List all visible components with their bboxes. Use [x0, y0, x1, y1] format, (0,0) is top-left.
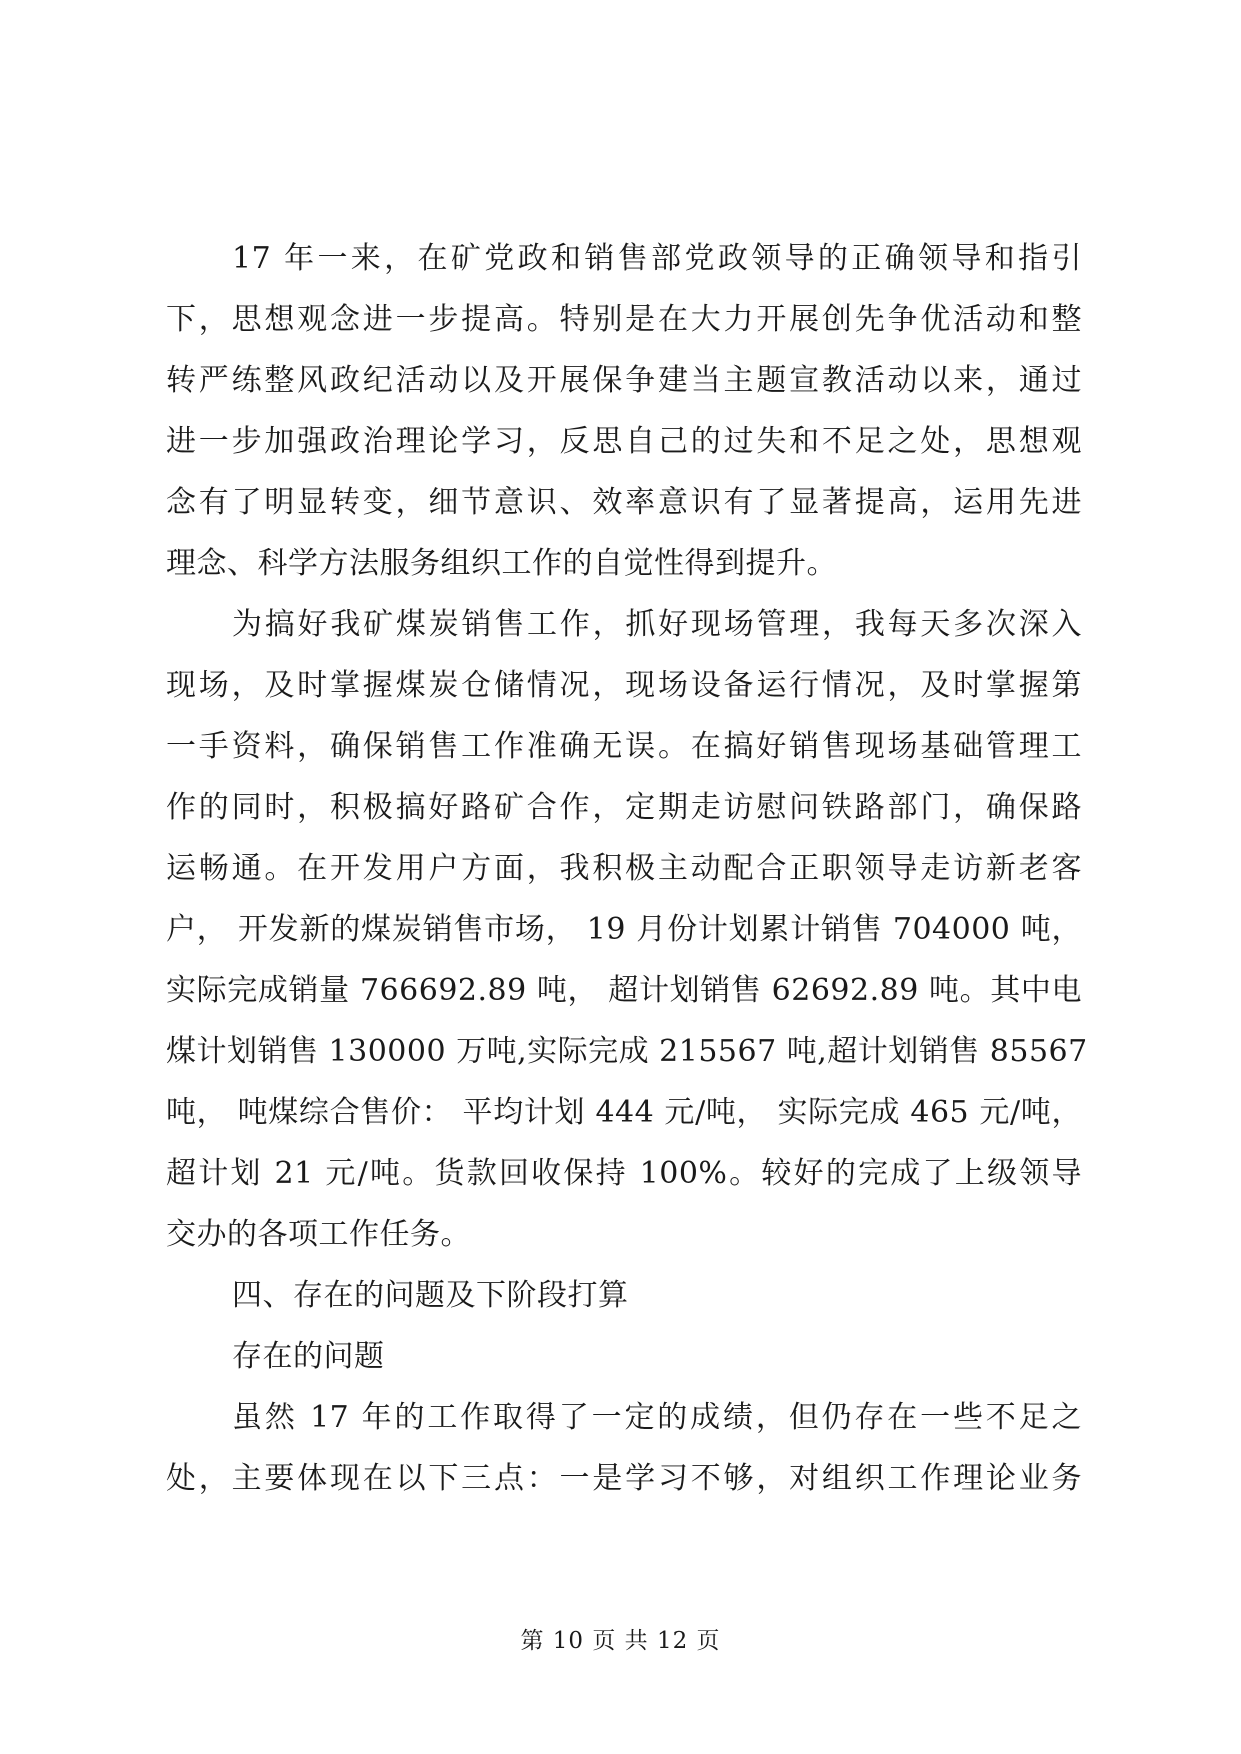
page-number-footer: 第 10 页 共 12 页	[520, 1628, 721, 1654]
paragraph-line: 运畅通。在开发用户方面，我积极主动配合正职领导走访新老客	[166, 851, 1082, 886]
paragraph-line: 作的同时，积极搞好路矿合作，定期走访慰问铁路部门，确保路	[166, 790, 1082, 825]
paragraph-line: 理念、科学方法服务组织工作的自觉性得到提升。	[166, 546, 837, 581]
paragraph-line: 处，主要体现在以下三点：一是学习不够，对组织工作理论业务	[166, 1461, 1082, 1496]
paragraph-line: 煤计划销售 130000 万吨,实际完成 215567 吨,超计划销售 85567	[166, 1034, 1088, 1069]
paragraph-line: 超计划 21 元/吨。货款回收保持 100%。较好的完成了上级领导	[166, 1156, 1082, 1191]
paragraph-line: 户， 开发新的煤炭销售市场， 19 月份计划累计销售 704000 吨，	[166, 912, 1082, 947]
document-body	[166, 228, 1088, 1509]
paragraph-line: 进一步加强政治理论学习，反思自己的过失和不足之处，思想观	[166, 424, 1082, 459]
section-heading: 四、存在的问题及下阶段打算	[232, 1278, 629, 1313]
paragraph-line: 吨， 吨煤综合售价： 平均计划 444 元/吨， 实际完成 465 元/吨，	[166, 1095, 1082, 1130]
paragraph-line: 实际完成销量 766692.89 吨， 超计划销售 62692.89 吨。其中电	[166, 973, 1082, 1008]
paragraph-line: 一手资料，确保销售工作准确无误。在搞好销售现场基础管理工	[166, 729, 1082, 764]
paragraph-line: 现场，及时掌握煤炭仓储情况，现场设备运行情况，及时掌握第	[166, 668, 1082, 703]
paragraph-line: 为搞好我矿煤炭销售工作，抓好现场管理，我每天多次深入	[232, 607, 1082, 642]
paragraph-line: 17 年一来，在矿党政和销售部党政领导的正确领导和指引	[232, 241, 1082, 276]
paragraph-line: 虽然 17 年的工作取得了一定的成绩，但仍存在一些不足之	[232, 1400, 1082, 1435]
paragraph-line: 转严练整风政纪活动以及开展保争建当主题宣教活动以来，通过	[166, 363, 1082, 398]
paragraph-line: 交办的各项工作任务。	[166, 1217, 471, 1252]
paragraph-line: 念有了明显转变，细节意识、效率意识有了显著提高，运用先进	[166, 485, 1082, 520]
subsection-heading: 存在的问题	[232, 1339, 385, 1374]
paragraph-line: 下，思想观念进一步提高。特别是在大力开展创先争优活动和整	[166, 302, 1082, 337]
